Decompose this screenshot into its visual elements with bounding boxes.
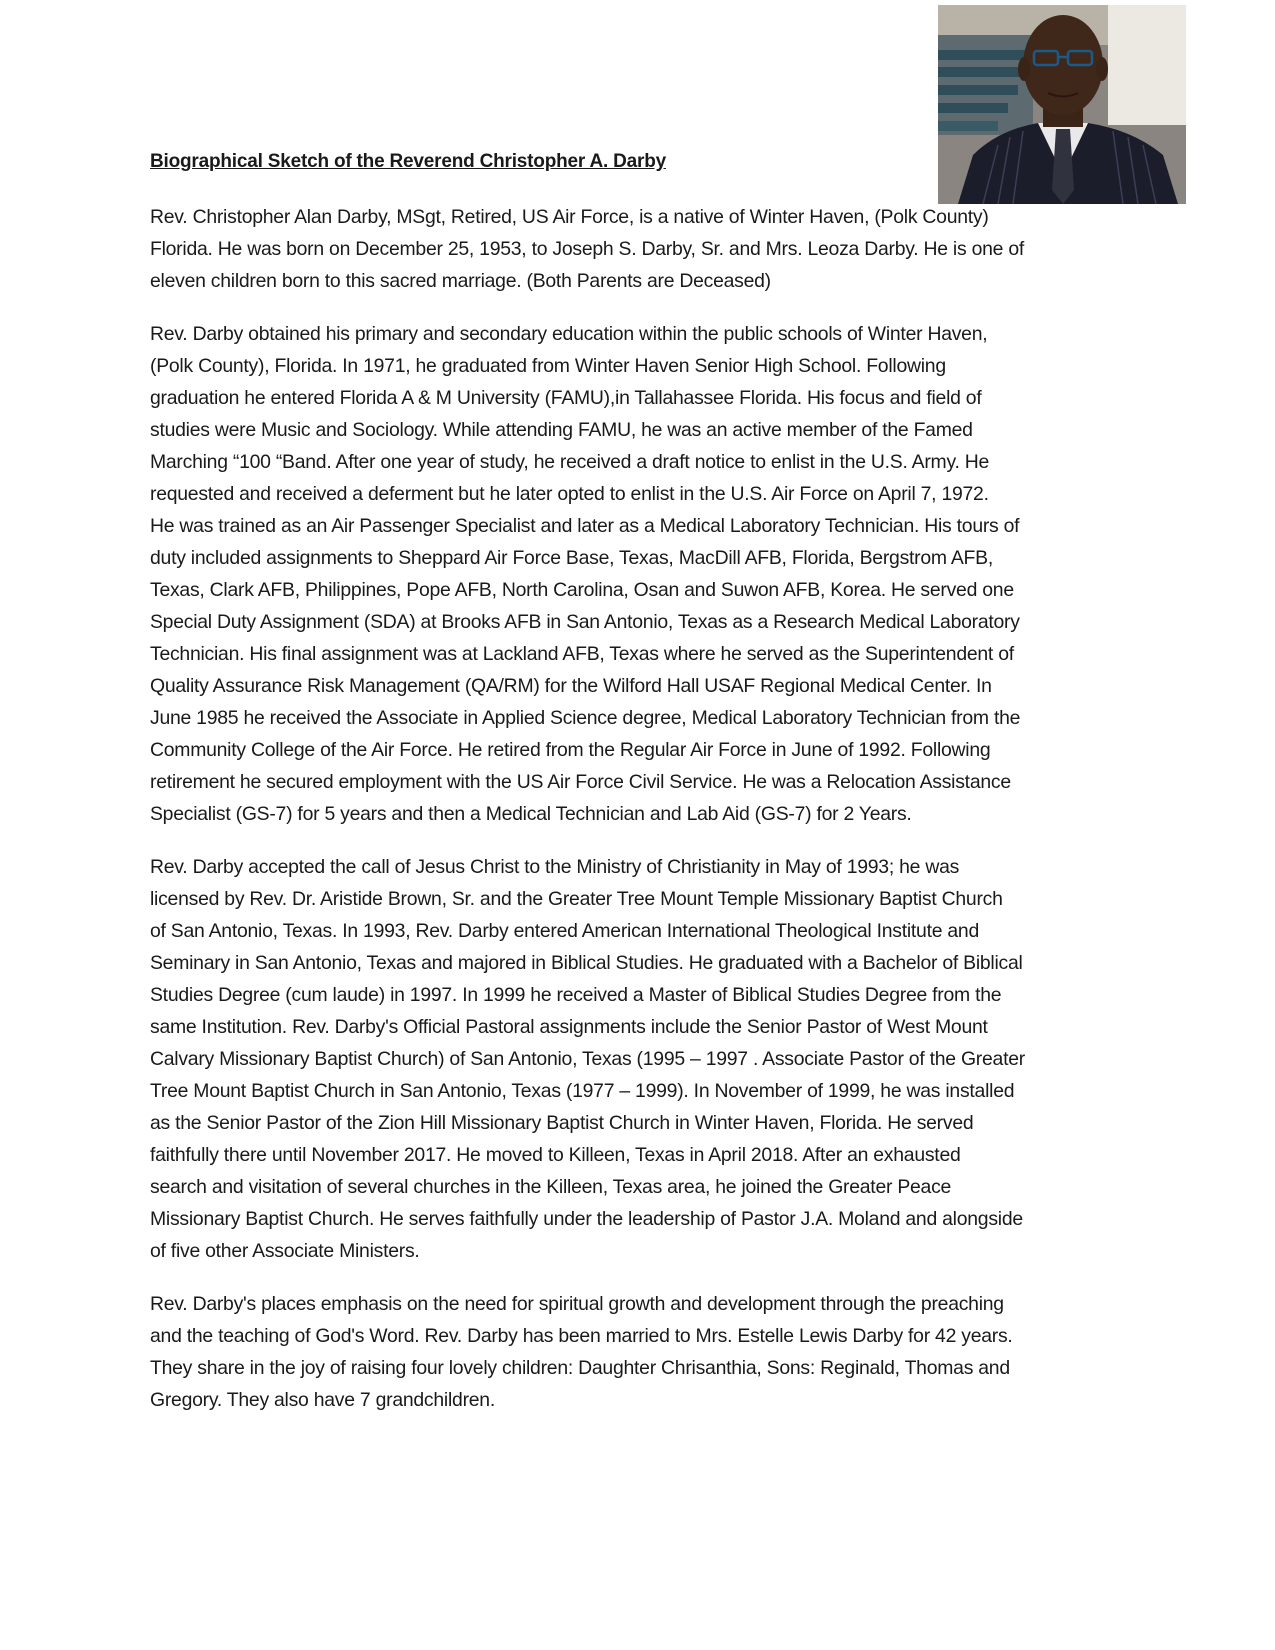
text-line: of five other Associate Ministers. — [150, 1240, 420, 1262]
text-line: Rev. Darby's places emphasis on the need for spiritual growth and development through the preaching — [150, 1293, 1004, 1315]
text-line: Rev. Darby obtained his primary and secondary education within the public schools of Winter Haven, — [150, 323, 988, 345]
text-line: search and visitation of several churches in the Killeen, Texas area, he joined the Greater Peace — [150, 1176, 952, 1198]
text-line: graduation he entered Florida A & M University (FAMU),in Tallahassee Florida. His focus and field of — [150, 387, 982, 409]
paragraph-family — [150, 1288, 1125, 1416]
text-line: Quality Assurance Risk Management (QA/RM) for the Wilford Hall USAF Regional Medical Center. In — [150, 675, 992, 697]
text-line: Studies Degree (cum laude) in 1997. In 1999 he received a Master of Biblical Studies Degree from the — [150, 984, 1002, 1006]
text-line: Marching “100 “Band. After one year of study, he received a draft notice to enlist in the U.S. Army. He — [150, 451, 990, 473]
text-line: Rev. Darby accepted the call of Jesus Christ to the Ministry of Christianity in May of 1993; he was — [150, 856, 960, 878]
text-line: Special Duty Assignment (SDA) at Brooks AFB in San Antonio, Texas as a Research Medical Laboratory — [150, 611, 1020, 633]
text-line: requested and received a deferment but he later opted to enlist in the U.S. Air Force on April 7, 1972. — [150, 483, 989, 505]
text-line: studies were Music and Sociology. While attending FAMU, he was an active member of the Famed — [150, 419, 973, 441]
text-line: licensed by Rev. Dr. Aristide Brown, Sr. and the Greater Tree Mount Temple Missionary Baptist Church — [150, 888, 1003, 910]
text-line: (Polk County), Florida. In 1971, he graduated from Winter Haven Senior High School. Following — [150, 355, 946, 377]
paragraph-ministry — [150, 851, 1125, 1267]
text-line: Florida. He was born on December 25, 1953, to Joseph S. Darby, Sr. and Mrs. Leoza Darby. He is one of — [150, 238, 1024, 260]
text-line: Missionary Baptist Church. He serves faithfully under the leadership of Pastor J.A. Moland and alongside — [150, 1208, 1023, 1230]
text-line: Rev. Christopher Alan Darby, MSgt, Retired, US Air Force, is a native of Winter Haven, (Polk County) — [150, 206, 989, 228]
text-line: retirement he secured employment with the US Air Force Civil Service. He was a Relocation Assistance — [150, 771, 1011, 793]
text-line: faithfully there until November 2017. He moved to Killeen, Texas in April 2018. After an exhausted — [150, 1144, 961, 1166]
paragraph-birth — [150, 201, 1125, 297]
text-line: Specialist (GS-7) for 5 years and then a Medical Technician and Lab Aid (GS-7) for 2 Years. — [150, 803, 912, 825]
text-line: Seminary in San Antonio, Texas and majored in Biblical Studies. He graduated with a Bachelor of Biblical — [150, 952, 1023, 974]
text-line: Technician. His final assignment was at Lackland AFB, Texas where he served as the Superintendent of — [150, 643, 1014, 665]
text-line: Community College of the Air Force. He retired from the Regular Air Force in June of 1992. Following — [150, 739, 991, 761]
text-line: June 1985 he received the Associate in Applied Science degree, Medical Laboratory Technician from the — [150, 707, 1021, 729]
text-line: Texas, Clark AFB, Philippines, Pope AFB, North Carolina, Osan and Suwon AFB, Korea. He served one — [150, 579, 1014, 601]
portrait-photo — [938, 5, 1186, 204]
text-line: and the teaching of God's Word. Rev. Darby has been married to Mrs. Estelle Lewis Darby for 42 years. — [150, 1325, 1013, 1347]
text-line: Calvary Missionary Baptist Church) of San Antonio, Texas (1995 – 1997 . Associate Pastor of the Greater — [150, 1048, 1025, 1070]
text-line: eleven children born to this sacred marriage. (Both Parents are Deceased) — [150, 270, 771, 292]
text-line: Tree Mount Baptist Church in San Antonio, Texas (1977 – 1999). In November of 1999, he was installed — [150, 1080, 1015, 1102]
text-line: as the Senior Pastor of the Zion Hill Missionary Baptist Church in Winter Haven, Florida. He served — [150, 1112, 974, 1134]
text-line: of San Antonio, Texas. In 1993, Rev. Darby entered American International Theological Institute and — [150, 920, 979, 942]
paragraph-education-military — [150, 318, 1125, 830]
text-line: same Institution. Rev. Darby's Official Pastoral assignments include the Senior Pastor of West Mount — [150, 1016, 988, 1038]
biography-body — [150, 201, 1125, 1437]
text-line: They share in the joy of raising four lovely children: Daughter Chrisanthia, Sons: Reginald, Thomas and — [150, 1357, 1010, 1379]
text-line: He was trained as an Air Passenger Specialist and later as a Medical Laboratory Technician. His tours of — [150, 515, 1020, 537]
document-title: Biographical Sketch of the Reverend Christopher A. Darby — [150, 151, 666, 172]
text-line: Gregory. They also have 7 grandchildren. — [150, 1389, 495, 1411]
text-line: duty included assignments to Sheppard Air Force Base, Texas, MacDill AFB, Florida, Bergstrom AFB, — [150, 547, 993, 569]
